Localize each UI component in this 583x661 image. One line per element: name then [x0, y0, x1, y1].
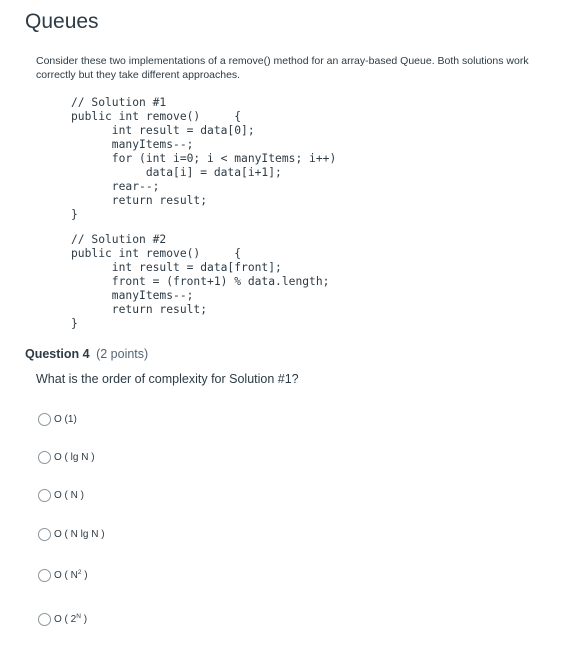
radio-button[interactable]: [38, 569, 51, 582]
option-label: O ( N lg N ): [54, 529, 105, 540]
option-o-1[interactable]: [38, 409, 77, 429]
option-label: O ( lg N ): [54, 452, 95, 463]
option-o-n[interactable]: [38, 485, 84, 505]
intro-text: Consider these two implementations of a remove() method for an array-based Queue. Both solutions work correctly but they take different approaches.: [36, 55, 529, 81]
option-o-2-to-n[interactable]: [38, 609, 87, 629]
option-label: O ( $N^2$ ): [54, 569, 88, 581]
option-o-n-squared[interactable]: [38, 565, 88, 585]
radio-button[interactable]: [38, 489, 51, 502]
solution-2-code: // Solution #2 public int remove() { int result = data[front]; front = (front+1) % data.length; manyItems--; return result; }: [71, 233, 330, 330]
question-text: What is the order of complexity for Solution #1?: [36, 372, 299, 386]
question-points: (2 points): [96, 347, 149, 361]
radio-button[interactable]: [38, 413, 51, 426]
option-o-n-lg-n[interactable]: [38, 524, 105, 544]
option-label: O ( $2^N$ ): [54, 613, 88, 625]
radio-button[interactable]: [38, 528, 51, 541]
option-label: O (1): [54, 414, 77, 425]
radio-button[interactable]: [38, 613, 51, 626]
option-label: O ( N ): [54, 490, 84, 501]
radio-button[interactable]: [38, 451, 51, 464]
question-number: Question 4: [25, 347, 90, 361]
option-o-lg-n[interactable]: [38, 447, 95, 467]
page-title: Queues: [25, 10, 99, 33]
question-header: [25, 347, 148, 361]
solution-1-code: // Solution #1 public int remove() { int result = data[0]; manyItems--; for (int i=0; i < manyItems; i++) data[i] = data[i+1]; rear--; return result; }: [71, 96, 337, 221]
